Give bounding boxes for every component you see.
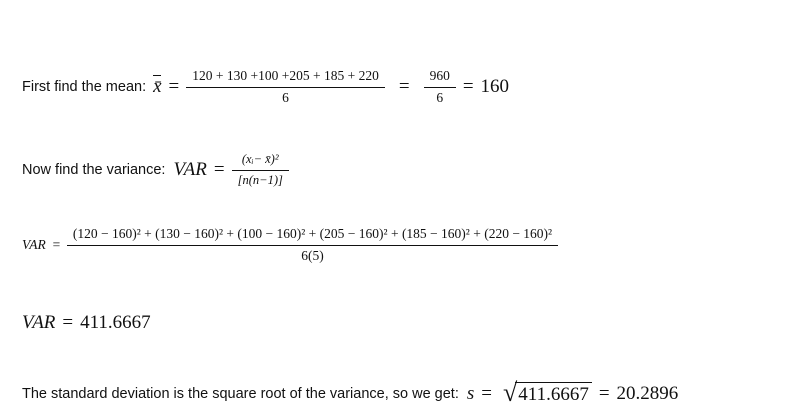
- variance-symbol: VAR: [173, 159, 207, 181]
- fraction-bar: [232, 170, 289, 171]
- mean-fraction-numerator: 120 + 130 +100 +205 + 185 + 220: [192, 68, 379, 83]
- fraction-bar: [67, 245, 558, 246]
- variance-expanded-numerator: (120 − 160)² + (130 − 160)² + (100 − 160)² + (205 − 160)² + (185 − 160)² + (220 − 160)²: [72, 226, 553, 241]
- mean-fraction: [186, 68, 385, 107]
- variance-result-value: 411.6667: [80, 312, 151, 333]
- radical-sign: √: [503, 378, 518, 407]
- variance-expanded-fraction: [67, 226, 558, 265]
- mean-equals-3: =: [462, 76, 474, 98]
- standard-deviation-radicand: 411.6667: [515, 382, 592, 406]
- variance-expanded-symbol: VAR: [22, 237, 46, 253]
- variance-expanded-denominator: 6(5): [301, 247, 324, 263]
- variance-fraction-numerator: (xᵢ− x̄)²: [241, 152, 279, 166]
- x-bar-symbol: x̄: [153, 76, 162, 98]
- mean-result: 160: [480, 76, 510, 98]
- variance-expanded-equals: =: [51, 237, 61, 253]
- mean-fraction-2-numerator: 960: [429, 68, 450, 83]
- mean-line: [22, 68, 509, 107]
- square-root-icon: [503, 378, 592, 407]
- mean-equals: =: [168, 76, 180, 98]
- standard-deviation-equals-2: =: [598, 383, 610, 404]
- standard-deviation-equals: =: [481, 383, 492, 404]
- standard-deviation-result: 20.2896: [616, 383, 679, 404]
- variance-equals: =: [213, 159, 225, 181]
- fraction-bar: [186, 87, 385, 88]
- fraction-bar: [424, 87, 456, 88]
- variance-result-symbol: VAR: [22, 312, 56, 333]
- variance-result-line: [22, 312, 151, 334]
- variance-result-equals: =: [62, 312, 74, 333]
- mean-fraction-denominator: 6: [282, 89, 289, 105]
- variance-fraction: [232, 152, 289, 188]
- standard-deviation-line: [22, 378, 679, 407]
- mean-equals-2: =: [398, 76, 410, 98]
- variance-expanded-line: [22, 226, 558, 265]
- variance-formula-line: [22, 152, 289, 188]
- standard-deviation-label: The standard deviation is the square root of the variance, so we get:: [22, 386, 459, 402]
- standard-deviation-symbol: s: [466, 383, 475, 404]
- mean-label: First find the mean:: [22, 79, 147, 96]
- mean-fraction-2-denominator: 6: [436, 89, 444, 105]
- variance-label: Now find the variance:: [22, 162, 166, 179]
- mean-fraction-2: [424, 68, 456, 107]
- variance-fraction-denominator: [n(n−1)]: [237, 172, 283, 187]
